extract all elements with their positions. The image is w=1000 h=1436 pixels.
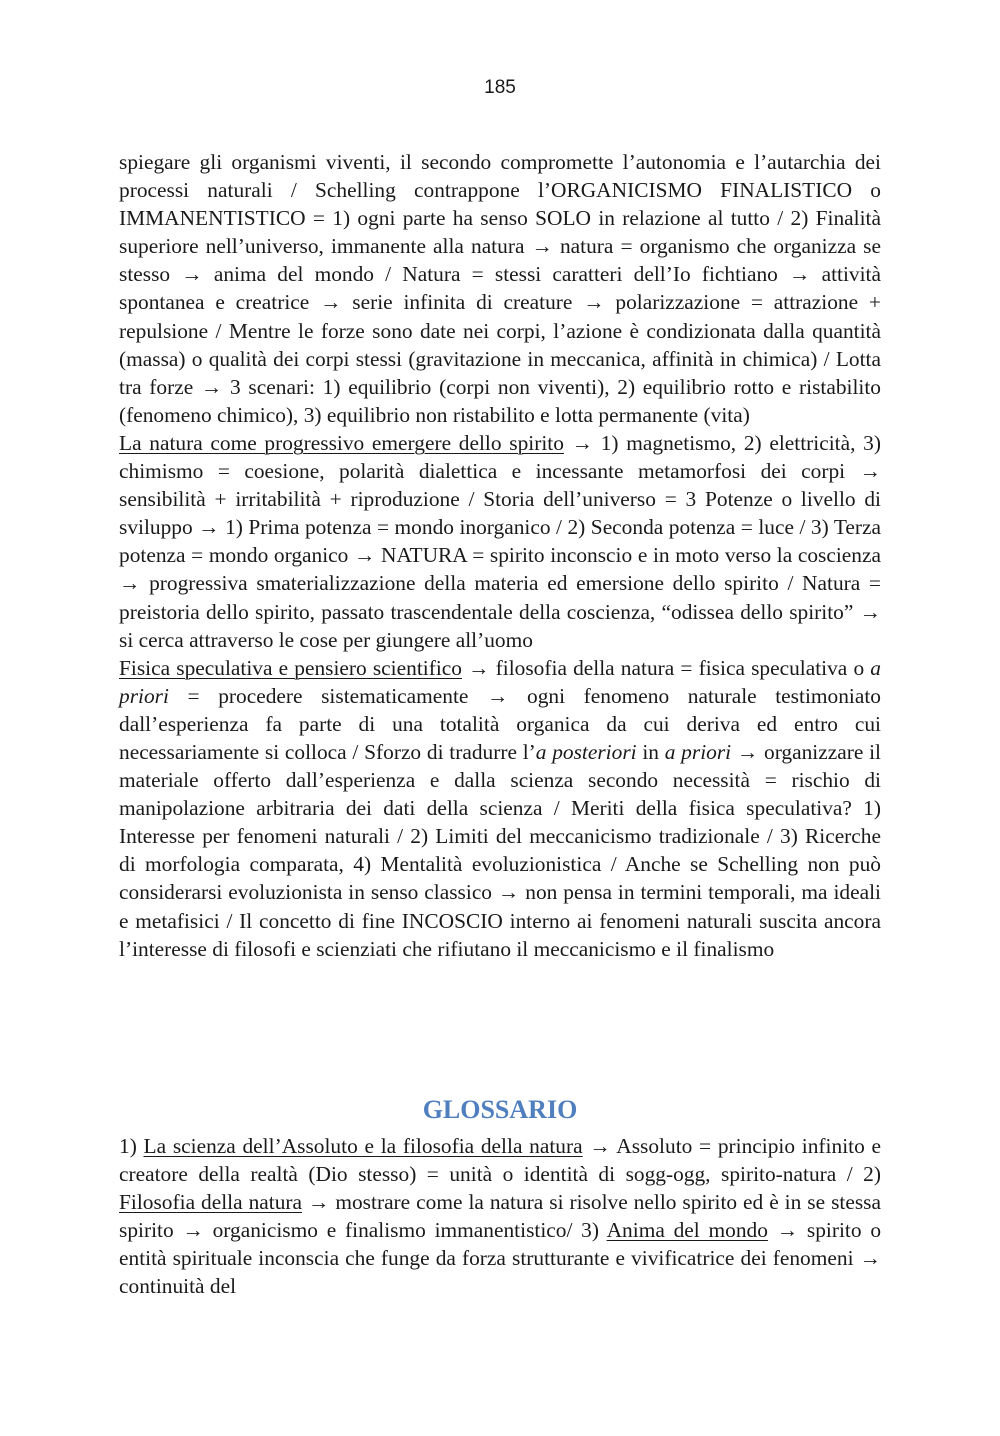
page-number: 185 bbox=[484, 77, 516, 98]
glossary-paragraph bbox=[119, 1132, 881, 1301]
glossary-definition-3: → spirito o entità spirituale inconscia che funge da forza strutturante e vivificatrice dei fenomeni → continuità del bbox=[119, 1218, 882, 1299]
glossary-term-3: Anima del mondo bbox=[606, 1218, 768, 1243]
physics-text-2: = procedere sistematicamente → ogni fenomeno naturale testimoniato dall’esperienza fa parte di una totalità organica da cui deriva ed entro cui necessariamente si colloca / Sforzo di tradurre l’ bbox=[119, 683, 881, 764]
paragraph-physics bbox=[119, 654, 881, 963]
physics-text-3: in bbox=[636, 739, 665, 764]
paragraph-intro bbox=[119, 148, 881, 429]
glossary-term-2: Filosofia della natura bbox=[119, 1190, 303, 1215]
physics-italic-3: a priori bbox=[664, 739, 732, 764]
intro-text: spiegare gli organismi viventi, il secondo compromette l’autonomia e l’autarchia dei processi naturali / Schelling contrappone l’ORGANICISMO FINALISTICO o IMMANENTISTICO = 1) ogni parte ha senso SOLO in relazione al tutto / 2) Finalità superiore nell’universo, immanente alla natura → natura = organismo che organizza se stesso → anima del mondo / Natura = stessi caratteri dell’Io fichtiano → attività spontanea e creatrice → serie infinita di creature → polarizzazione = attrazione + repulsione / Mentre le forze sono date nei corpi, l’azione è condizionata dalla quantità (massa) o qualità dei corpi stessi (gravitazione in meccanica, affinità in chimica) / Lotta tra forze → 3 scenari: 1) equilibrio (corpi non viventi), 2) equilibrio rotto e ristabilito (fenomeno chimico), 3) equilibrio non ristabilito e lotta permanente (vita) bbox=[119, 150, 881, 427]
physics-italic-1: a priori bbox=[119, 655, 881, 708]
physics-text-4: → organizzare il materiale offerto dall’esperienza e dalla scienza secondo necessità = rischio di manipolazione arbitraria dei dati della scienza / Meriti della fisica speculativa? 1) Interesse per fenomeni naturali / 2) Limiti del meccanicismo tradizionale / 3) Ricerche di morfologia comparata, 4) Mentalità evoluzionistica / Anche se Schelling non può considerarsi evoluzionista in senso classico → non pensa in termini temporali, ma ideali e metafisici / Il concetto di fine INCOSCIO interno ai fenomeni naturali suscita ancora l’interesse di filosofi e scienziati che rifiutano il meccanicismo e il finalismo bbox=[119, 739, 881, 961]
glossary-term-1: La scienza dell’Assoluto e la filosofia della natura bbox=[143, 1134, 583, 1158]
section-title-physics: Fisica speculativa e pensiero scientifico bbox=[119, 655, 462, 680]
glossary-definition-2: → mostrare come la natura si risolve nello spirito ed è in se stessa spirito → organicismo e finalismo immanentistico/ 3) bbox=[119, 1190, 881, 1243]
glossary-text bbox=[119, 1132, 881, 1301]
glossary-heading: GLOSSARIO bbox=[422, 1095, 578, 1124]
paragraph-nature bbox=[119, 429, 881, 654]
section-title-nature: La natura come progressivo emergere dello spirito bbox=[119, 430, 564, 455]
main-text bbox=[119, 148, 881, 963]
physics-text-1: → filosofia della natura = fisica speculativa o bbox=[461, 655, 871, 680]
glossary-number-1: 1) bbox=[119, 1134, 144, 1158]
physics-italic-2: a posteriori bbox=[535, 739, 637, 764]
nature-text: → 1) magnetismo, 2) elettricità, 3) chimismo = coesione, polarità dialettica e incessante metamorfosi dei corpi → sensibilità + irritabilità + riproduzione / Storia dell’universo = 3 Potenze o livello di sviluppo → 1) Prima potenza = mondo inorganico / 2) Seconda potenza = luce / 3) Terza potenza = mondo organico → NATURA = spirito inconscio e in moto verso la coscienza → progressiva smaterializzazione della materia ed emersione dello spirito / Natura = preistoria dello spirito, passato trascendentale della coscienza, “odissea dello spirito” → si cerca attraverso le cose per giungere all’uomo bbox=[119, 430, 881, 652]
glossary-definition-1: → Assoluto = principio infinito e creatore della realtà (Dio stesso) = unità o identità di sogg-ogg, spirito-natura / 2) bbox=[119, 1134, 881, 1187]
